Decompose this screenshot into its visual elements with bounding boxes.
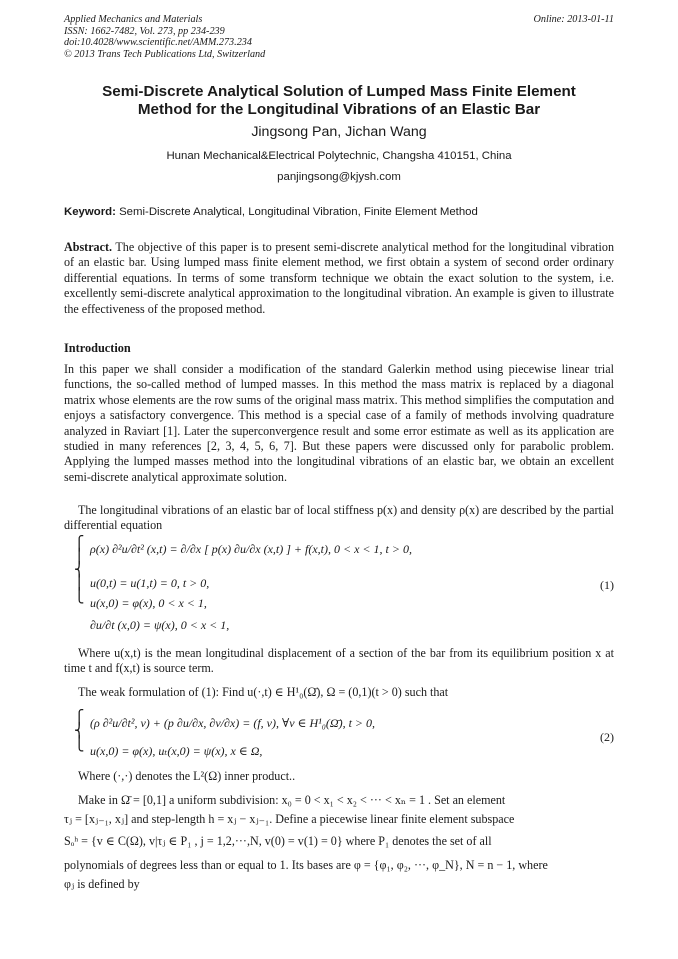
- journal-header: [64, 14, 265, 60]
- eq1-line-1: ρ(x) ∂²u/∂t² (x,t) = ∂/∂x [ p(x) ∂u/∂x (x,t) ] + f(x,t), 0 < x < 1, t > 0,: [90, 542, 412, 556]
- copyright-line: © 2013 Trans Tech Publications Ltd, Switzerland: [64, 48, 266, 60]
- intro-p1-text: In this paper we shall consider a modification of the standard Galerkin method using piecewise linear trial functions, the so-called method of lumped masses. In this method the mass matrix is replaced by a diagonal matrix whose elements are the row sums of the original mass matrix. This method simplifies the computation and enjoys a satisfactory convergence. This method is a special case of a family of methods involving quadrature analyzed in Raviart [1]. Later the superconvergence result and some error estimate as well as its application are studied in many references [2, 3, 4, 5, 6, 7]. But these papers were discussed only for parabolic problem. Applying the lumped masses method into the longitudinal vibrations of an elastic bar, we obtain an excellent semi-discrete analytical approximate solution.: [64, 362, 614, 484]
- abstract-label: Abstract.: [64, 240, 113, 254]
- affiliation: Hunan Mechanical&Electrical Polytechnic, Changsha 410151, China: [166, 150, 512, 162]
- equation-1: [64, 538, 614, 642]
- journal-name: Applied Mechanics and Materials: [64, 14, 203, 25]
- keyword-label: Keyword:: [64, 206, 116, 218]
- subdivision-line-5: φⱼ is defined by: [64, 877, 140, 891]
- email: panjingsong@kjysh.com: [277, 171, 401, 183]
- intro-paragraph-2: [64, 503, 614, 534]
- doi-line: doi:10.4028/www.scientific.net/AMM.273.234: [64, 37, 252, 49]
- intro-paragraph-1: [64, 362, 614, 485]
- eq2-line-2: u(x,0) = φ(x), uₜ(x,0) = ψ(x), x ∈ Ω,: [90, 744, 263, 758]
- where-line-2: Where (·,·) denotes the L²(Ω) inner product..: [78, 769, 296, 783]
- eq1-number: (1): [600, 578, 614, 592]
- subdivision-line-1: Make in Ω̄ = [0,1] a uniform subdivision: x₀ = 0 < x₁ < x₂ < ··· < xₙ = 1 . Set an element: [78, 793, 506, 807]
- weak-formulation-line: The weak formulation of (1): Find u(·,t) ∈ H¹₀(Ω̄), Ω = (0,1)(t > 0) such that: [78, 685, 449, 699]
- subdivision-line-4: polynomials of degrees less than or equal to 1. Its bases are φ = {φ₁, φ₂, ···, φ_N}, N = n − 1, where: [64, 858, 548, 872]
- authors: Jingsong Pan, Jichan Wang: [251, 124, 427, 140]
- paper-title: [64, 83, 614, 119]
- abstract: [64, 240, 614, 317]
- eq1-brace: ⎧ ⎪ ⎨ ⎪ ⎩: [74, 537, 85, 604]
- issn-line: ISSN: 1662-7482, Vol. 273, pp 234-239: [64, 25, 225, 37]
- intro-heading: Introduction: [64, 341, 131, 355]
- eq1-line-3: u(x,0) = φ(x), 0 < x < 1,: [90, 596, 207, 610]
- eq2-number: (2): [600, 730, 614, 744]
- equation-2: [64, 710, 614, 766]
- where1-text: Where u(x,t) is the mean longitudinal displacement of a section of the bar from its equilibrium position x at time t and f(x,t) is source term.: [64, 646, 614, 676]
- title-line-2: Method for the Longitudinal Vibrations of an Elastic Bar: [137, 101, 541, 118]
- intro-p2-text: The longitudinal vibrations of an elastic bar of local stiffness p(x) and density ρ(x) are described by the partial differential equation: [64, 503, 614, 533]
- online-date: Online: 2013-01-11: [533, 14, 614, 25]
- eq1-line-4: ∂u/∂t (x,0) = ψ(x), 0 < x < 1,: [90, 618, 230, 632]
- where-paragraph-1: [64, 646, 614, 677]
- eq1-line-2: u(0,t) = u(1,t) = 0, t > 0,: [90, 576, 210, 590]
- keywords: [64, 206, 478, 218]
- title-line-1: Semi-Discrete Analytical Solution of Lumped Mass Finite Element: [102, 83, 576, 100]
- subdivision-line-2: τⱼ = [xⱼ₋₁, xⱼ] and step-length h = xⱼ − xⱼ₋₁. Define a piecewise linear finite element subspace: [64, 812, 515, 826]
- subdivision-line-3: Sₒʰ = {v ∈ C(Ω), v|τⱼ ∈ P₁ , j = 1,2,···,N, v(0) = v(1) = 0} where P₁ denotes the set of all: [64, 834, 492, 848]
- eq2-brace: ⎧ ⎨ ⎩: [74, 711, 85, 752]
- eq2-line-1: (ρ ∂²u/∂t², v) + (p ∂u/∂x, ∂v/∂x) = (f, v), ∀v ∈ H¹₀(Ω̄), t > 0,: [90, 716, 375, 730]
- keyword-text: Semi-Discrete Analytical, Longitudinal Vibration, Finite Element Method: [119, 206, 478, 218]
- abstract-text: The objective of this paper is to present semi-discrete analytical method for the longitudinal vibration of an elastic bar. Using lumped mass finite element method, we first obtain a system of second order ordinary differential equations. In terms of some transform technique we obtain the exact solution to the system, i.e. excellently semi-discrete analytical approximation to the longitudinal vibration. An example is given to illustrate the effectiveness of the proposed method.: [64, 240, 614, 316]
